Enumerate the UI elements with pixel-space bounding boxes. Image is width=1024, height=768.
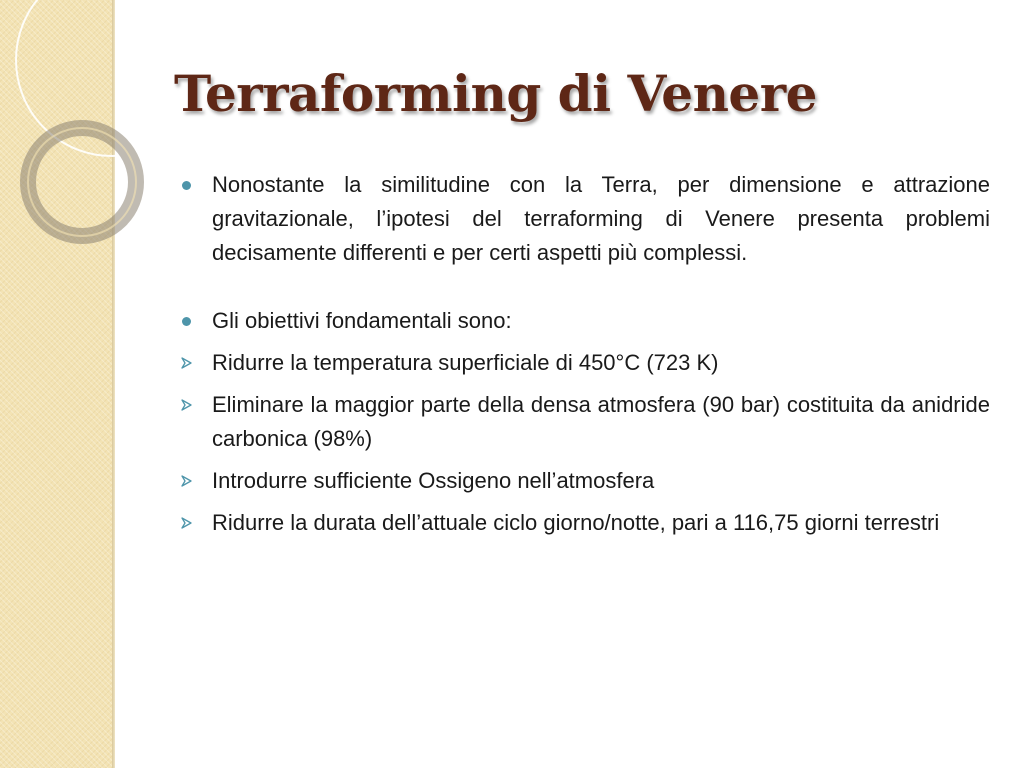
bullet-dot-icon — [182, 317, 191, 326]
decorative-circles-graphic — [0, 0, 200, 260]
bullet-item — [180, 304, 990, 338]
slide-title: Terraforming di Venere — [174, 64, 817, 123]
sub-bullet-item — [180, 464, 990, 498]
arrow-bullet-icon — [180, 398, 194, 412]
bullet-text: Ridurre la temperatura superficiale di 450°C (723 K) — [212, 350, 719, 375]
arrow-bullet-icon — [180, 474, 194, 488]
bullet-text: Eliminare la maggior parte della densa atmosfera (90 bar) costituita da anidride carbonica (98%) — [212, 392, 990, 451]
bullet-dot-icon — [182, 181, 191, 190]
bullet-item — [180, 168, 990, 270]
sub-bullet-item — [180, 388, 990, 456]
bullet-text: Nonostante la similitudine con la Terra, per dimensione e attrazione gravitazionale, l’ipotesi del terraforming di Venere presenta problemi decisamente differenti e per certi aspetti più complessi. — [212, 172, 990, 265]
arrow-bullet-icon — [180, 516, 194, 530]
arrow-bullet-icon — [180, 356, 194, 370]
sub-bullet-item — [180, 346, 990, 380]
bullet-text: Ridurre la durata dell’attuale ciclo giorno/notte, pari a 116,75 giorni terrestri — [212, 510, 940, 535]
bullet-list — [180, 168, 990, 548]
sub-bullet-item — [180, 506, 990, 540]
bullet-text: Gli obiettivi fondamentali sono: — [212, 308, 512, 333]
bullet-text: Introdurre sufficiente Ossigeno nell’atmosfera — [212, 468, 655, 493]
